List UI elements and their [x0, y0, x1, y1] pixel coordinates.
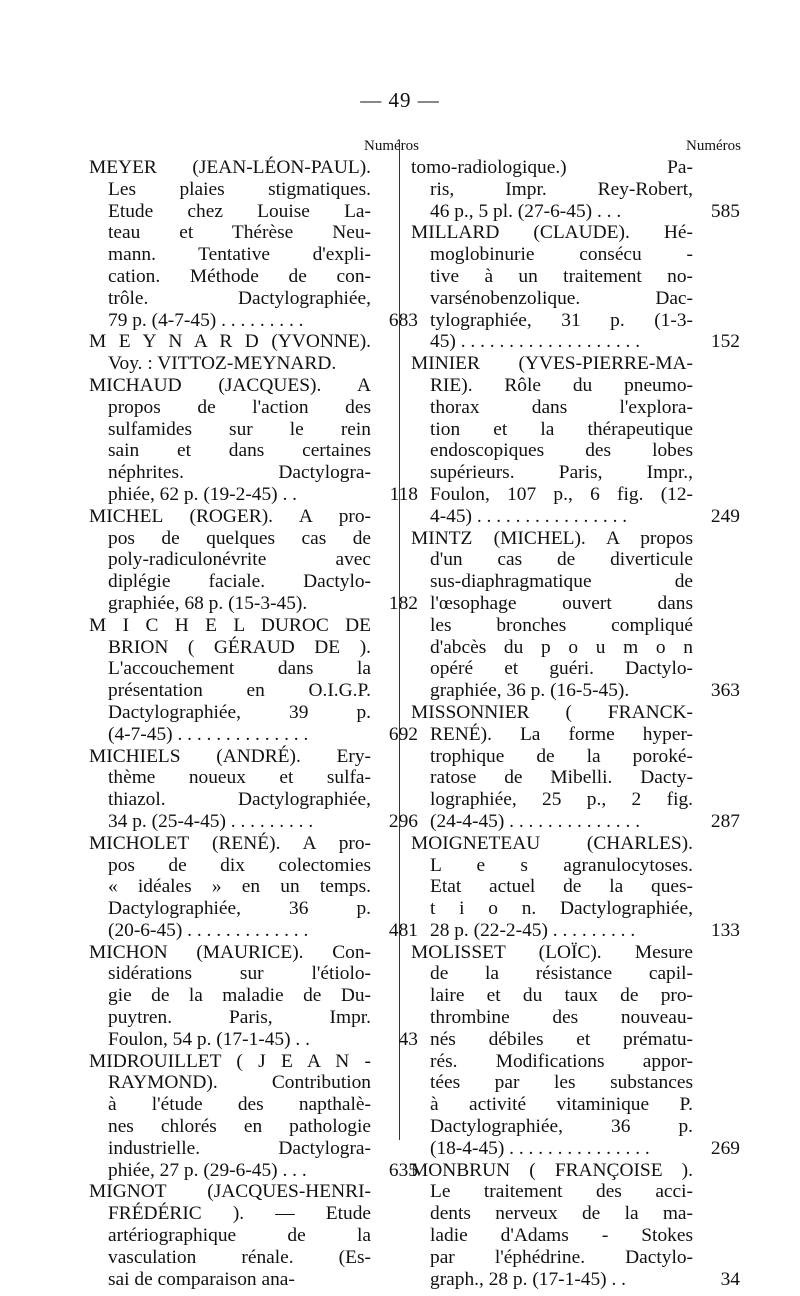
entry-text-line: à activité vitaminique P.: [430, 1094, 693, 1116]
entry-text-line: graphiée, 68 p. (15-3-45).: [108, 592, 308, 614]
entry-text-line: 34 p. (25-4-45) . . . . . . . . .: [108, 810, 314, 832]
entry-text-line: les bronches compliqué: [430, 614, 693, 636]
entry-heading-line: MICHAUD (JACQUES). A: [89, 374, 371, 396]
entry-text-line: RIE). Rôle du pneumo-: [430, 374, 693, 396]
index-entry: [89, 1050, 418, 1182]
entry-text-line: thème noueux et sulfa-: [108, 767, 371, 789]
entry-number: 152: [710, 331, 740, 353]
entry-heading-line: MOLISSET (LOÏC). Mesure: [411, 941, 693, 963]
entry-text-line: d'un cas de diverticule: [430, 549, 693, 571]
entry-text-line: industrielle. Dactylogra-: [108, 1137, 371, 1159]
entry-text-line: artériographique de la: [108, 1225, 371, 1247]
index-entry: [411, 701, 740, 833]
index-entry: [89, 157, 418, 331]
entry-text-line: (4-7-45) . . . . . . . . . . . . . .: [108, 723, 309, 745]
entry-text-line: sidérations sur l'étiolo-: [108, 963, 371, 985]
entry-text-line: Voy. : VITTOZ-MEYNARD.: [108, 353, 337, 375]
entry-heading-line: MILLARD (CLAUDE). Hé-: [411, 222, 693, 244]
entry-text-line: t i o n. Dactylographiée,: [430, 898, 693, 920]
numeros-header-right: Numéros: [686, 138, 741, 154]
entry-text-line: phiée, 27 p. (29-6-45) . . .: [108, 1159, 307, 1181]
entry-number: 683: [388, 309, 418, 331]
index-entry: [89, 614, 418, 746]
index-entry: [89, 941, 418, 1051]
entry-text-line: trophique de la poroké-: [430, 745, 693, 767]
entry-number: 182: [388, 592, 418, 614]
entry-text-line: FRÉDÉRIC ). — Etude: [108, 1203, 371, 1225]
entry-text-line: RENÉ). La forme hyper-: [430, 723, 693, 745]
entry-heading-line: MINTZ (MICHEL). A propos: [411, 527, 693, 549]
entry-text-line: Foulon, 107 p., 6 fig. (12-: [430, 483, 693, 505]
entry-text-line: poly-radiculonévrite avec: [108, 549, 371, 571]
entry-text-line: (18-4-45) . . . . . . . . . . . . . . .: [430, 1137, 650, 1159]
entry-text-line: L e s agranulocytoses.: [430, 854, 693, 876]
entry-text-line: « idéales » en un temps.: [108, 876, 371, 898]
index-entry: [411, 157, 740, 222]
entry-text-line: graphiée, 36 p. (16-5-45).: [430, 680, 630, 702]
entry-text-line: puytren. Paris, Impr.: [108, 1007, 371, 1029]
entry-text-line: vasculation rénale. (Es-: [108, 1246, 371, 1268]
entry-number: 249: [710, 505, 740, 527]
page-number: — 49 —: [360, 88, 440, 112]
entry-text-line: tion et la thérapeutique: [430, 418, 693, 440]
entry-text-line: trôle. Dactylographiée,: [108, 287, 371, 309]
entry-text-line: RAYMOND). Contribution: [108, 1072, 371, 1094]
entry-text-line: thiazol. Dactylographiée,: [108, 789, 371, 811]
entry-text-line: à l'étude des napthalè-: [108, 1094, 371, 1116]
entry-text-line: moglobinurie consécu -: [430, 244, 693, 266]
entry-text-line: Dactylographiée, 36 p.: [108, 898, 371, 920]
index-entry: [411, 353, 740, 527]
entry-text-line: présentation en O.I.G.P.: [108, 680, 371, 702]
entry-text-line: tées par les substances: [430, 1072, 693, 1094]
entry-text-line: 28 p. (22-2-45) . . . . . . . . .: [430, 919, 636, 941]
entry-number: 692: [388, 723, 418, 745]
entry-text-line: sus-diaphragmatique de: [430, 571, 693, 593]
entry-text-line: Etude chez Louise La-: [108, 200, 371, 222]
index-entry: [411, 527, 740, 702]
entry-text-line: cation. Méthode de con-: [108, 265, 371, 287]
index-entry: [89, 331, 371, 375]
entry-heading-line: MICHIELS (ANDRÉ). Ery-: [89, 745, 371, 767]
entry-text-line: 46 p., 5 pl. (27-6-45) . . .: [430, 200, 622, 222]
entry-text-line: tylographiée, 31 p. (1-3-: [430, 309, 693, 331]
index-entry: [89, 374, 418, 506]
right-column: [411, 135, 741, 1290]
index-entry: [89, 832, 418, 942]
entry-number: 287: [710, 810, 740, 832]
entry-text-line: tive à un traitement no-: [430, 265, 693, 287]
entry-heading-line: MISSONNIER ( FRANCK-: [411, 701, 693, 723]
index-entry: [89, 1181, 371, 1290]
entry-text-line: endoscopiques des lobes: [430, 440, 693, 462]
entry-number: 296: [388, 810, 418, 832]
entry-text-line: 4-45) . . . . . . . . . . . . . . . .: [430, 505, 628, 527]
entry-text-line: lographiée, 25 p., 2 fig.: [430, 789, 693, 811]
entry-number: 585: [710, 200, 740, 222]
entry-text-line: Foulon, 54 p. (17-1-45) . .: [108, 1028, 310, 1050]
entry-text-line: dents nerveux de la ma-: [430, 1203, 693, 1225]
entry-heading-line: MIDROUILLET ( J E A N -: [89, 1050, 371, 1072]
entry-text-line: nes chlorés en pathologie: [108, 1116, 371, 1138]
entry-text-line: Etat actuel de la ques-: [430, 876, 693, 898]
entry-heading-line: MIGNOT (JACQUES-HENRI-: [89, 1181, 371, 1203]
entry-text-line: teau et Thérèse Neu-: [108, 222, 371, 244]
index-entry: [411, 941, 740, 1160]
entry-heading-line: MOIGNETEAU (CHARLES).: [411, 832, 693, 854]
entry-heading-line: MICHON (MAURICE). Con-: [89, 941, 371, 963]
entry-heading-line: MONBRUN ( FRANÇOISE ).: [411, 1159, 693, 1181]
entry-text-line: diplégie faciale. Dactylo-: [108, 571, 371, 593]
entry-text-line: pos de quelques cas de: [108, 527, 371, 549]
entry-number: 269: [710, 1137, 740, 1159]
entry-text-line: (20-6-45) . . . . . . . . . . . . .: [108, 919, 309, 941]
right-entries: [411, 157, 740, 1290]
entry-text-line: Dactylographiée, 39 p.: [108, 701, 371, 723]
entry-heading-line: MICHOLET (RENÉ). A pro-: [89, 832, 371, 854]
entry-text-line: phiée, 62 p. (19-2-45) . .: [108, 483, 298, 505]
entry-text-line: (24-4-45) . . . . . . . . . . . . . .: [430, 810, 641, 832]
index-entry: [411, 1159, 740, 1291]
entry-text-line: sain et dans certaines: [108, 440, 371, 462]
entry-text-line: 45) . . . . . . . . . . . . . . . . . . .: [430, 331, 641, 353]
index-entry: [89, 745, 418, 833]
entry-heading-line: MEYER (JEAN-LÉON-PAUL).: [89, 157, 371, 178]
entry-text-line: graph., 28 p. (17-1-45) . .: [430, 1268, 627, 1290]
entry-text-line: propos de l'action des: [108, 396, 371, 418]
entry-heading-line: M I C H E L DUROC DE: [89, 614, 371, 636]
entry-text-line: pos de dix colectomies: [108, 854, 371, 876]
index-entry: [411, 222, 740, 353]
entry-text-line: opéré et guéri. Dactylo-: [430, 658, 693, 680]
entry-number: 363: [710, 680, 740, 702]
entry-text-line: de la résistance capil-: [430, 963, 693, 985]
entry-text-line: Dactylographiée, 36 p.: [430, 1116, 693, 1138]
entry-text-line: d'abcès du p o u m o n: [430, 636, 693, 658]
entry-text-line: néphrites. Dactylogra-: [108, 462, 371, 484]
entry-number: 34: [720, 1268, 740, 1290]
entry-number: 133: [710, 919, 740, 941]
entry-text-line: ladie d'Adams - Stokes: [430, 1225, 693, 1247]
entry-number: 43: [398, 1028, 418, 1050]
entry-text-line: mann. Tentative d'expli-: [108, 244, 371, 266]
entry-text-line: l'œsophage ouvert dans: [430, 592, 693, 614]
entry-text-line: rés. Modifications appor-: [430, 1050, 693, 1072]
entry-heading-line: MINIER (YVES-PIERRE-MA-: [411, 353, 693, 375]
entry-text-line: ris, Impr. Rey-Robert,: [430, 178, 693, 200]
entry-text-line: Le traitement des acci-: [430, 1181, 693, 1203]
entry-text-line: ratose de Mibelli. Dacty-: [430, 767, 693, 789]
entry-text-line: Les plaies stigmatiques.: [108, 178, 371, 200]
column-divider: [399, 140, 400, 1140]
entry-heading-line: tomo-radiologique.) Pa-: [411, 157, 693, 178]
entry-text-line: laire et du taux de pro-: [430, 985, 693, 1007]
entry-text-line: varsénobenzolique. Dac-: [430, 287, 693, 309]
entry-text-line: gie de la maladie de Du-: [108, 985, 371, 1007]
numeros-header-left: Numéros: [364, 138, 419, 154]
entry-heading-line: M E Y N A R D (YVONNE).: [89, 331, 371, 353]
entry-text-line: sulfamides sur le rein: [108, 418, 371, 440]
entry-number: 481: [388, 919, 418, 941]
entry-text-line: nés débiles et prématu-: [430, 1028, 693, 1050]
entry-text-line: supérieurs. Paris, Impr.,: [430, 462, 693, 484]
index-entry: [411, 832, 740, 942]
index-entry: [89, 505, 418, 615]
left-column: [89, 135, 419, 1290]
entry-text-line: thrombine des nouveau-: [430, 1007, 693, 1029]
entry-number: 635: [388, 1159, 418, 1181]
entry-text-line: sai de comparaison ana-: [108, 1268, 295, 1290]
left-entries: [89, 157, 418, 1290]
entry-text-line: BRION ( GÉRAUD DE ).: [108, 636, 371, 658]
entry-text-line: par l'éphédrine. Dactylo-: [430, 1246, 693, 1268]
entry-heading-line: MICHEL (ROGER). A pro-: [89, 505, 371, 527]
entry-text-line: 79 p. (4-7-45) . . . . . . . . .: [108, 309, 304, 331]
entry-text-line: thorax dans l'explora-: [430, 396, 693, 418]
entry-number: 118: [389, 483, 418, 505]
entry-text-line: L'accouchement dans la: [108, 658, 371, 680]
